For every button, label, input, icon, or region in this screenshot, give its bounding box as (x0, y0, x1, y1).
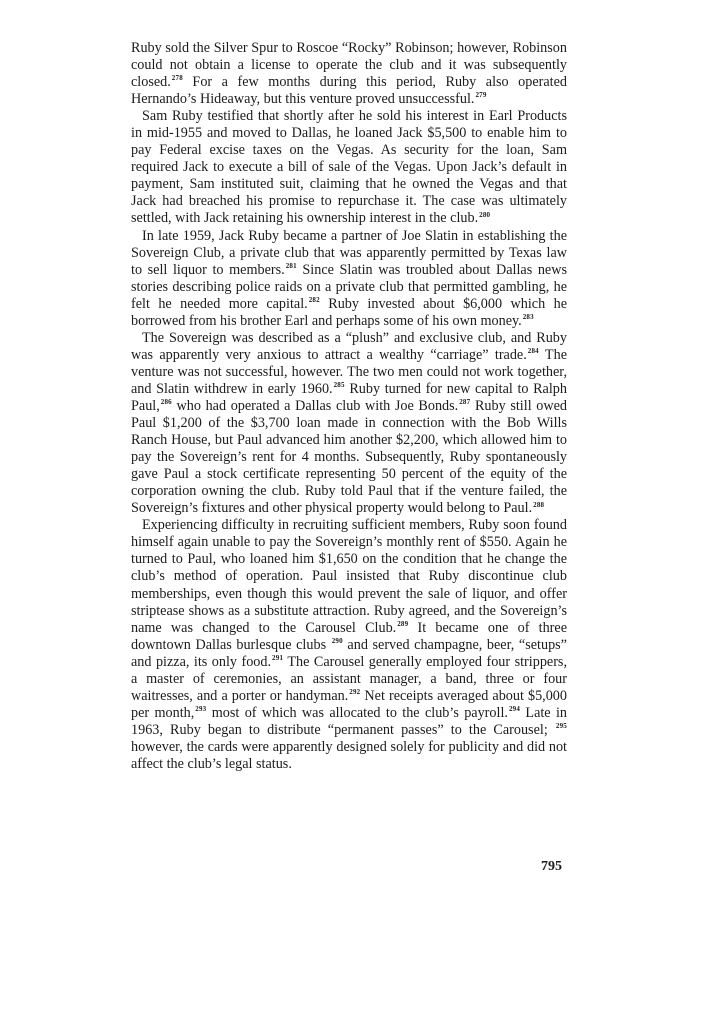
page-number: 795 (541, 859, 562, 874)
footnote-ref: 283 (522, 313, 534, 322)
paragraph (131, 517, 567, 773)
text-run: and served champagne, beer, “setups” and pizza, its only food. (131, 636, 567, 670)
footnote-ref: 287 (459, 398, 471, 407)
text-run: The venture was not successful, however. The two men could not work together, and Slatin withdrew in early 1960. (131, 346, 567, 397)
text-run: however, the cards were apparently designed solely for publicity and did not affect the club’s legal status. (131, 738, 567, 772)
footnote-ref: 281 (285, 261, 297, 270)
text-run: In late 1959, Jack Ruby became a partner of Joe Slatin in establishing the Sovereign Club, a private club that was apparently permitted by Texas law to sell liquor to members. (131, 227, 567, 278)
footnote-ref: 278 (171, 74, 183, 83)
footnote-ref: 295 (555, 722, 567, 731)
text-run: Ruby invested about $6,000 which he borrowed from his brother Earl and perhaps some of his own money. (131, 295, 568, 329)
text-run: For a few months during this period, Ruby also operated Hernando’s Hideaway, but this venture proved unsuccessful. (131, 74, 567, 108)
footnote-ref: 294 (508, 705, 521, 714)
footnote-ref: 286 (160, 398, 172, 407)
footnote-ref: 291 (272, 653, 284, 662)
text-run: most of which was allocated to the club’s payroll. (206, 704, 508, 721)
text-run: Experiencing difficulty in recruiting sufficient members, Ruby soon found himself again unable to pay the Sovereign’s monthly rent of $550. Again he turned to Paul, who loaned him $1,650 on the condition that he change the club’s method of operation. Paul insisted that Ruby discontinue club memberships, even though this would prevent the sale of liquor, and offer striptease shows as a substitute attraction. Ruby agreed, and the Sovereign’s name was changed to the Carousel Club. (131, 517, 567, 636)
text-run: Net receipts averaged about $5,000 per month, (131, 687, 567, 721)
paragraph (131, 40, 567, 108)
text-run: Ruby sold the Silver Spur to Roscoe “Rocky” Robinson; however, Robinson could not obtain a license to operate the club and it was subsequently closed. (131, 40, 567, 91)
footnote-ref: 292 (349, 688, 361, 697)
text-run: Ruby turned for new capital to Ralph Paul, (131, 380, 567, 414)
footnote-ref: 284 (527, 347, 539, 356)
text-run: Late in 1963, Ruby began to distribute “permanent passes” to the Carousel; (131, 704, 567, 738)
text-run: It became one of three downtown Dallas burlesque clubs (131, 619, 567, 653)
footnote-ref: 279 (475, 91, 487, 100)
footnote-ref: 285 (333, 381, 345, 390)
footnote-ref: 282 (308, 295, 320, 304)
text-run: The Carousel generally employed four strippers, a master of ceremonies, an assistant manager, a band, three or four waitresses, and a porter or handyman. (131, 653, 567, 704)
text-run: Ruby still owed Paul $1,200 of the $3,700 loan made in connection with the Bob Wills Ranch House, but Paul advanced him another $2,200, which allowed him to pay the Sovereign’s rent for 4 months. Subsequently, Ruby spontaneously gave Paul a stock certificate representing 50 percent of the equity of the corporation owning the club. Ruby told Paul that if the venture failed, the Sovereign’s fixtures and other physical property would belong to Paul. (131, 397, 567, 517)
footnote-ref: 288 (533, 500, 545, 509)
text-run: Sam Ruby testified that shortly after he sold his interest in Earl Products in mid-1955 and moved to Dallas, he loaned Jack $5,500 to enable him to pay Federal excise taxes on the Vegas. As security for the loan, Sam required Jack to execute a bill of sale of the Vegas. Upon Jack’s default in payment, Sam instituted suit, claiming that he owned the Vegas and that Jack had breached his promise to repurchase it. The case was ultimately settled, with Jack retaining his ownership interest in the club. (131, 108, 567, 227)
body-text (131, 40, 567, 773)
footnote-ref: 289 (397, 619, 409, 628)
footnote-ref: 293 (195, 705, 207, 714)
paragraph (131, 228, 567, 330)
footnote-ref: 290 (331, 636, 343, 645)
footnote-ref: 280 (479, 210, 491, 219)
text-run: Since Slatin was troubled about Dallas news stories describing police raids on a private club that permitted gambling, he felt he needed more capital. (131, 261, 567, 312)
paragraph (131, 108, 567, 227)
text-run: The Sovereign was described as a “plush” and exclusive club, and Ruby was apparently very anxious to attract a wealthy “carriage” trade. (131, 329, 567, 363)
text-run: who had operated a Dallas club with Joe Bonds. (171, 397, 459, 414)
paragraph (131, 330, 567, 518)
